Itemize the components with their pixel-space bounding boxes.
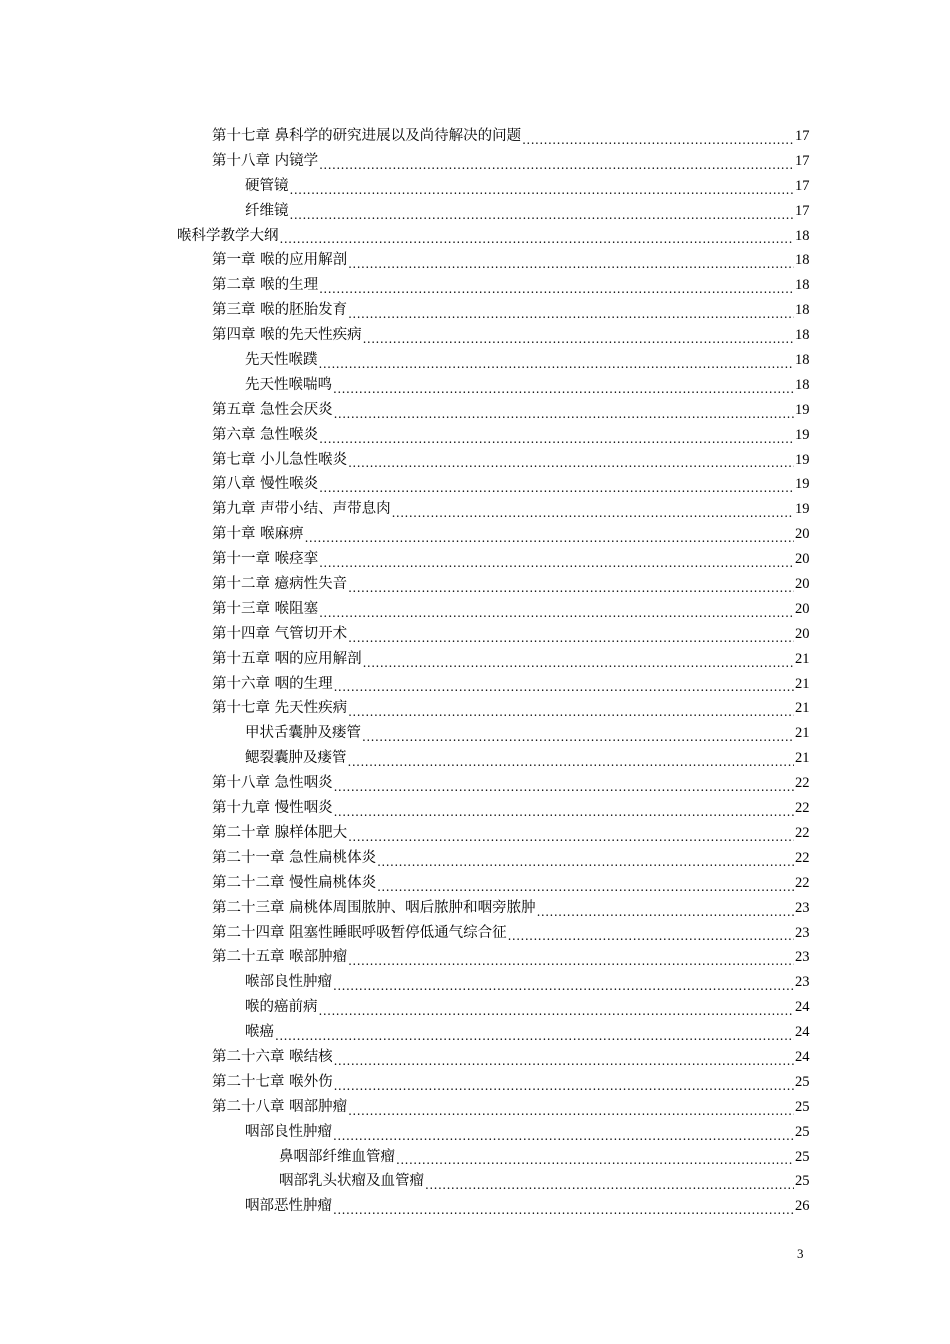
toc-entry-title: 第五章 急性会厌炎: [212, 401, 333, 418]
toc-entry-page-number: 18: [795, 252, 810, 269]
toc-dot-leader: [319, 472, 794, 497]
toc-entry-title: 第八章 慢性喉炎: [212, 476, 319, 493]
toc-dot-leader: [348, 248, 794, 273]
toc-entry-page-number: 19: [795, 401, 810, 418]
toc-entry-page-number: 25: [795, 1073, 810, 1090]
toc-entry-title: 第二十章 腺样体肥大: [212, 824, 348, 841]
toc-entry[interactable]: [0, 323, 950, 348]
toc-entry-page-number: 20: [795, 576, 810, 593]
toc-entry[interactable]: [0, 149, 950, 174]
toc-entry-page-number: 19: [795, 476, 810, 493]
toc-entry[interactable]: [0, 796, 950, 821]
toc-entry-title: 第十七章 鼻科学的研究进展以及尚待解决的问题: [212, 128, 522, 144]
toc-dot-leader: [334, 1045, 794, 1070]
toc-entry-page-number: 17: [795, 152, 810, 169]
toc-dot-leader: [348, 572, 794, 597]
toc-dot-leader: [334, 398, 794, 423]
toc-entry-page-number: 22: [795, 874, 810, 891]
toc-entry-page-number: 24: [795, 1048, 810, 1065]
toc-dot-leader: [305, 522, 794, 547]
toc-entry-title: 第二十八章 咽部肿瘤: [212, 1098, 348, 1115]
toc-entry-page-number: 17: [795, 177, 810, 194]
toc-entry-title: 咽部恶性肿瘤: [245, 1198, 332, 1215]
toc-entry[interactable]: [0, 224, 950, 249]
toc-entry-page-number: 20: [795, 526, 810, 543]
toc-dot-leader: [508, 921, 794, 946]
toc-entry-page-number: 20: [795, 551, 810, 568]
toc-entry-title: 喉的癌前病: [245, 999, 318, 1016]
toc-entry-title: 纤维镜: [245, 202, 289, 219]
toc-entry[interactable]: [0, 1169, 950, 1194]
toc-dot-leader: [522, 124, 794, 149]
toc-entry-page-number: 18: [795, 302, 810, 319]
toc-dot-leader: [334, 672, 794, 697]
toc-entry[interactable]: [0, 398, 950, 423]
toc-entry[interactable]: [0, 945, 950, 970]
toc-entry-title: 第十三章 喉阻塞: [212, 600, 319, 617]
toc-entry[interactable]: [0, 672, 950, 697]
toc-entry[interactable]: [0, 871, 950, 896]
toc-dot-leader: [319, 597, 794, 622]
toc-entry[interactable]: [0, 1045, 950, 1070]
toc-dot-leader: [333, 970, 794, 995]
toc-entry[interactable]: [0, 896, 950, 921]
toc-entry[interactable]: [0, 696, 950, 721]
toc-entry-page-number: 19: [795, 501, 810, 518]
toc-entry[interactable]: [0, 721, 950, 746]
toc-entry[interactable]: [0, 248, 950, 273]
toc-entry[interactable]: [0, 348, 950, 373]
toc-entry-title: 第二十二章 慢性扁桃体炎: [212, 874, 377, 891]
toc-dot-leader: [396, 1145, 794, 1170]
toc-entry-page-number: 22: [795, 800, 810, 817]
toc-entry-page-number: 17: [795, 128, 810, 144]
toc-dot-leader: [319, 547, 794, 572]
toc-entry[interactable]: [0, 174, 950, 199]
toc-entry-page-number: 22: [795, 775, 810, 792]
toc-entry[interactable]: [0, 273, 950, 298]
toc-dot-leader: [425, 1169, 794, 1194]
toc-entry-title: 第二十三章 扁桃体周围脓肿、咽后脓肿和咽旁脓肿: [212, 899, 536, 916]
toc-dot-leader: [348, 1095, 794, 1120]
toc-entry[interactable]: [0, 497, 950, 522]
toc-dot-leader: [334, 796, 794, 821]
toc-dot-leader: [392, 497, 794, 522]
toc-entry-title: 第三章 喉的胚胎发育: [212, 302, 348, 319]
toc-entry[interactable]: [0, 298, 950, 323]
toc-entry-page-number: 24: [795, 1024, 810, 1041]
toc-dot-leader: [319, 149, 794, 174]
toc-entry[interactable]: [0, 472, 950, 497]
toc-entry[interactable]: [0, 746, 950, 771]
toc-entry-page-number: 21: [795, 650, 810, 667]
toc-entry-page-number: 21: [795, 750, 810, 767]
toc-entry-title: 第二十五章 喉部肿瘤: [212, 949, 348, 966]
toc-dot-leader: [333, 373, 794, 398]
toc-dot-leader: [348, 821, 794, 846]
toc-dot-leader: [319, 348, 795, 373]
toc-entry[interactable]: [0, 1194, 950, 1219]
toc-dot-leader: [377, 871, 794, 896]
toc-dot-leader: [348, 696, 794, 721]
toc-entry[interactable]: [0, 522, 950, 547]
toc-entry-title: 第四章 喉的先天性疾病: [212, 327, 362, 344]
toc-dot-leader: [319, 423, 794, 448]
toc-entry-title: 第七章 小儿急性喉炎: [212, 451, 348, 468]
toc-dot-leader: [537, 896, 794, 921]
toc-entry-title: 第十七章 先天性疾病: [212, 700, 348, 717]
toc-entry[interactable]: [0, 1095, 950, 1120]
toc-entry-title: 第十章 喉麻痹: [212, 526, 304, 543]
toc-entry-page-number: 21: [795, 725, 810, 742]
toc-dot-leader: [319, 273, 794, 298]
toc-entry[interactable]: [0, 921, 950, 946]
table-of-contents: [0, 124, 950, 1219]
toc-dot-leader: [275, 1020, 794, 1045]
toc-entry-title: 第十八章 急性咽炎: [212, 775, 333, 792]
toc-dot-leader: [290, 174, 795, 199]
toc-entry-title: 第二十七章 喉外伤: [212, 1073, 333, 1090]
toc-dot-leader: [333, 1194, 794, 1219]
toc-entry-title: 第十四章 气管切开术: [212, 625, 348, 642]
toc-entry-page-number: 26: [795, 1198, 810, 1215]
toc-entry-page-number: 22: [795, 849, 810, 866]
toc-entry-title: 先天性喉喘鸣: [245, 376, 332, 393]
toc-entry[interactable]: [0, 647, 950, 672]
toc-entry[interactable]: [0, 995, 950, 1020]
toc-entry-page-number: 18: [795, 376, 810, 393]
toc-entry-page-number: 23: [795, 924, 810, 941]
toc-dot-leader: [348, 448, 794, 473]
toc-entry-title: 咽部良性肿瘤: [245, 1123, 332, 1140]
toc-dot-leader: [362, 721, 794, 746]
toc-entry-page-number: 18: [795, 327, 810, 344]
toc-entry-title: 鼻咽部纤维血管瘤: [279, 1148, 395, 1165]
toc-entry-title: 喉癌: [245, 1024, 274, 1041]
toc-entry[interactable]: [0, 821, 950, 846]
toc-entry-page-number: 20: [795, 600, 810, 617]
toc-entry[interactable]: [0, 1145, 950, 1170]
toc-entry-page-number: 23: [795, 899, 810, 916]
toc-entry-page-number: 22: [795, 824, 810, 841]
toc-entry-title: 第一章 喉的应用解剖: [212, 252, 348, 269]
toc-entry[interactable]: [0, 1070, 950, 1095]
toc-entry[interactable]: [0, 199, 950, 224]
toc-entry-page-number: 20: [795, 625, 810, 642]
toc-entry[interactable]: [0, 622, 950, 647]
toc-entry-title: 第十六章 咽的生理: [212, 675, 333, 692]
toc-entry[interactable]: [0, 1020, 950, 1045]
toc-entry-title: 第十一章 喉痉挛: [212, 551, 319, 568]
toc-entry-page-number: 23: [795, 949, 810, 966]
toc-dot-leader: [280, 224, 795, 249]
toc-entry-title: 先天性喉蹼: [245, 352, 318, 369]
toc-entry-page-number: 25: [795, 1148, 810, 1165]
toc-entry-title: 第十五章 咽的应用解剖: [212, 650, 362, 667]
toc-entry-title: 硬管镜: [245, 177, 289, 194]
toc-entry-title: 第二章 喉的生理: [212, 277, 319, 294]
toc-dot-leader: [348, 622, 794, 647]
toc-entry[interactable]: [0, 970, 950, 995]
toc-dot-leader: [348, 298, 794, 323]
toc-entry-title: 第六章 急性喉炎: [212, 426, 319, 443]
toc-entry-page-number: 18: [795, 277, 810, 294]
toc-entry-title: 甲状舌囊肿及瘘管: [245, 725, 361, 742]
toc-entry[interactable]: [0, 423, 950, 448]
toc-entry-title: 第二十四章 阻塞性睡眠呼吸暂停低通气综合征: [212, 924, 507, 941]
toc-dot-leader: [348, 746, 795, 771]
toc-entry[interactable]: [0, 771, 950, 796]
toc-entry-page-number: 18: [795, 227, 810, 244]
page-number: 3: [797, 1246, 804, 1261]
toc-dot-leader: [290, 199, 795, 224]
toc-entry[interactable]: [0, 572, 950, 597]
toc-entry-page-number: 25: [795, 1098, 810, 1115]
toc-entry-page-number: 25: [795, 1123, 810, 1140]
toc-entry-title: 第二十六章 喉结核: [212, 1048, 333, 1065]
toc-entry-page-number: 17: [795, 202, 810, 219]
toc-entry-title: 第九章 声带小结、声带息肉: [212, 501, 391, 518]
toc-entry-page-number: 25: [795, 1173, 810, 1190]
toc-entry-title: 第二十一章 急性扁桃体炎: [212, 849, 377, 866]
toc-entry-page-number: 19: [795, 451, 810, 468]
toc-entry-page-number: 21: [795, 700, 810, 717]
toc-dot-leader: [348, 945, 794, 970]
toc-entry[interactable]: [0, 1120, 950, 1145]
toc-dot-leader: [377, 846, 794, 871]
toc-dot-leader: [334, 1070, 794, 1095]
toc-entry[interactable]: [0, 124, 950, 149]
toc-dot-leader: [363, 647, 794, 672]
toc-dot-leader: [363, 323, 794, 348]
toc-entry[interactable]: [0, 547, 950, 572]
toc-dot-leader: [319, 995, 795, 1020]
toc-entry-page-number: 18: [795, 352, 810, 369]
toc-entry-page-number: 23: [795, 974, 810, 991]
toc-entry-page-number: 21: [795, 675, 810, 692]
toc-entry-title: 第十九章 慢性咽炎: [212, 800, 333, 817]
toc-entry-page-number: 19: [795, 426, 810, 443]
toc-entry-title: 咽部乳头状瘤及血管瘤: [279, 1173, 424, 1190]
toc-entry-title: 喉科学教学大纲: [177, 227, 279, 244]
toc-entry-title: 喉部良性肿瘤: [245, 974, 332, 991]
toc-dot-leader: [333, 1120, 794, 1145]
toc-dot-leader: [334, 771, 794, 796]
toc-entry-title: 鳃裂囊肿及瘘管: [245, 750, 347, 767]
toc-entry-page-number: 24: [795, 999, 810, 1016]
toc-entry[interactable]: [0, 846, 950, 871]
toc-entry[interactable]: [0, 597, 950, 622]
toc-entry-title: 第十八章 内镜学: [212, 152, 319, 169]
toc-entry[interactable]: [0, 373, 950, 398]
toc-entry-title: 第十二章 癔病性失音: [212, 576, 348, 593]
toc-entry[interactable]: [0, 448, 950, 473]
